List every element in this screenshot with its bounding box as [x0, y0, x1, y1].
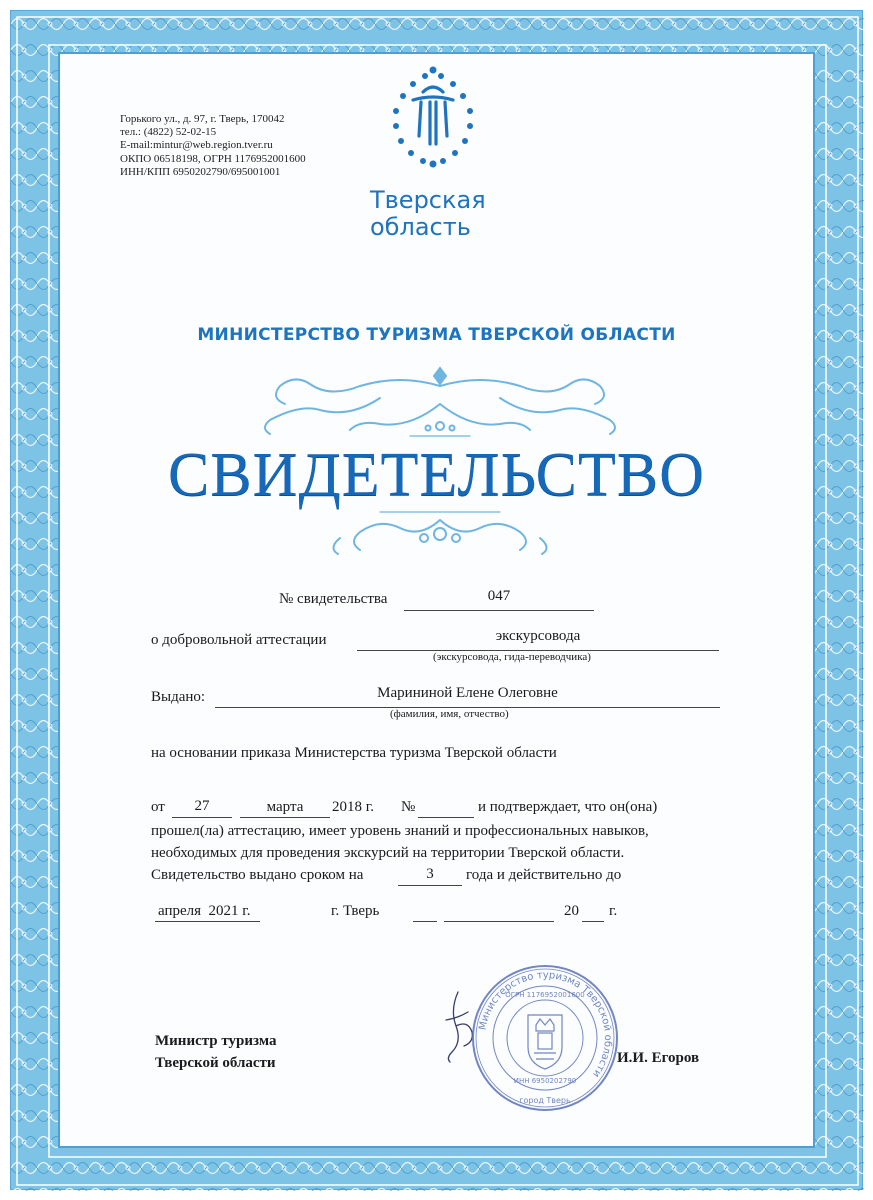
order-day-line [172, 817, 232, 818]
issue-day-line [413, 921, 437, 922]
order-number-label: № [401, 799, 416, 815]
attestation-hint: (экскурсовода, гида-переводчика) [433, 651, 591, 663]
order-year: 2018 г. [332, 799, 374, 815]
basis-text: на основании приказа Министерства туризма Тверской области [151, 745, 557, 761]
certificate-number-line [404, 610, 594, 611]
stamp-ring-text: Министерство туризма Тверской области [477, 969, 614, 1080]
term-value: 3 [426, 866, 434, 882]
address-email: E-mail:mintur@web.region.tver.ru [120, 139, 273, 152]
region-line-1: Тверская [370, 186, 486, 214]
ornament-top [240, 364, 640, 444]
attestation-value: экскурсовода [495, 628, 581, 644]
order-month: марта [266, 799, 304, 815]
official-stamp [470, 963, 620, 1113]
attestation-label: о добровольной аттестации [151, 632, 327, 648]
term-label: Свидетельство выдано сроком на [151, 867, 364, 883]
address-phone: тел.: (4822) 52-02-15 [120, 126, 217, 139]
signatory-name: И.И. Егоров [617, 1050, 700, 1066]
valid-until-line [155, 921, 260, 922]
confirm-text: и подтверждает, что он(она) [478, 799, 658, 815]
order-from-label: от [151, 799, 165, 815]
ministry-heading: МИНИСТЕРСТВО ТУРИЗМА ТВЕРСКОЙ ОБЛАСТИ [197, 325, 676, 345]
signatory-title-line-1: Министр туризма [155, 1033, 277, 1049]
order-day: 27 [194, 798, 210, 814]
tver-region-crown-logo [383, 64, 483, 169]
address-street: Горького ул., д. 97, г. Тверь, 170042 [120, 113, 285, 125]
issue-year-line [582, 921, 604, 922]
term-suffix: года и действительно до [466, 867, 622, 883]
stamp-inn: ИНН 6950202790 [513, 1077, 577, 1085]
signatory-title-line-2: Тверской области [155, 1055, 276, 1071]
body-line-2: прошел(ла) аттестацию, имеет уровень знаний и профессиональных навыков, [151, 823, 649, 839]
issue-city: г. Тверь [331, 903, 380, 919]
address-inn: ИНН/КПП 6950202790/695001001 [120, 165, 281, 178]
stamp-city: город Тверь [519, 1096, 571, 1105]
certificate-number-value: 047 [487, 588, 511, 604]
signatory-title [155, 1030, 276, 1074]
order-number-line [418, 817, 474, 818]
body-line-3: необходимых для проведения экскурсий на территории Тверской области. [151, 845, 625, 861]
issue-year-prefix: 20 [564, 903, 579, 919]
issued-hint: (фамилия, имя, отчество) [390, 708, 509, 720]
issue-month-line [444, 921, 554, 922]
order-month-line [240, 817, 330, 818]
valid-until: апреля 2021 г. [158, 903, 251, 919]
issued-label: Выдано: [151, 689, 206, 705]
certificate-number-label: № свидетельства [279, 591, 388, 607]
address-okpo: ОКПО 06518198, ОГРН 1176952001600 [120, 152, 306, 165]
region-name [370, 187, 486, 241]
term-line [398, 885, 462, 886]
ornament-bottom [320, 508, 560, 556]
issued-value: Марининой Елене Олеговне [377, 685, 558, 701]
tver-coat-of-arms-icon [528, 1015, 562, 1069]
issue-year-suffix: г. [609, 903, 618, 919]
region-line-2: область [370, 213, 471, 241]
stamp-ogrn: ОГРН 1176952001600 [505, 991, 585, 999]
ministry-address-block [120, 113, 306, 179]
certificate-title: СВИДЕТЕЛЬСТВО [167, 441, 706, 509]
